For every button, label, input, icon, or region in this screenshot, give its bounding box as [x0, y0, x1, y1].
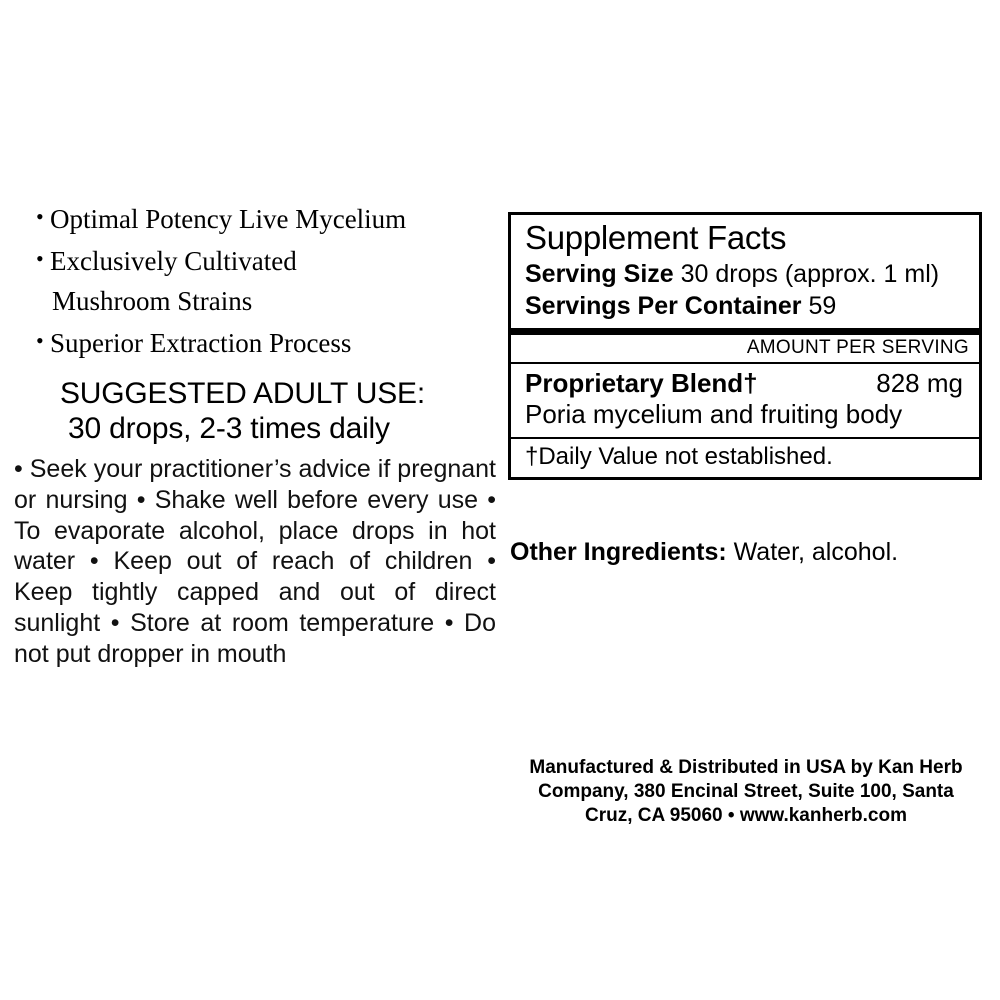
supplement-facts-title: Supplement Facts: [525, 219, 787, 256]
footer-line-2: Company, 380 Encinal Street, Suite 100, Santa: [538, 780, 954, 802]
other-ingredients-value: Water, alcohol.: [733, 538, 899, 566]
proprietary-blend-name: Proprietary Blend†: [525, 367, 758, 398]
bullet-dot-icon: •: [36, 204, 44, 229]
serving-size-label: Serving Size: [525, 259, 674, 288]
list-item: [14, 324, 494, 364]
suggested-use-dosage: 30 drops, 2-3 times daily: [68, 411, 390, 445]
supplement-facts-panel: [508, 212, 982, 480]
proprietary-blend-row: [511, 364, 979, 399]
proprietary-blend-amount: 828 mg: [876, 367, 963, 398]
bullet-dot-icon: •: [36, 245, 44, 271]
other-ingredients-row: [510, 538, 990, 567]
amount-per-serving-header: AMOUNT PER SERVING: [746, 336, 969, 358]
feature-bullet-list: [14, 200, 494, 364]
feature-text: Optimal Potency Live Mycelium: [50, 204, 407, 234]
serving-size-row: [525, 258, 969, 290]
feature-text: Superior Extraction Process: [50, 327, 352, 358]
supplement-facts-header: [511, 215, 979, 328]
servings-per-container-value: 59: [808, 291, 837, 320]
proprietary-blend-description: Poria mycelium and fruiting body: [525, 398, 903, 429]
footer-line-1: Manufactured & Distributed in USA by Kan Herb: [529, 757, 963, 778]
servings-per-container-label: Servings Per Container: [525, 291, 802, 320]
serving-size-value: 30 drops (approx. 1 ml): [680, 259, 940, 288]
product-highlights-column: [14, 200, 494, 669]
divider-thick: [511, 328, 979, 335]
bullet-dot-icon: •: [36, 327, 44, 353]
manufacturer-footer: [500, 756, 992, 827]
other-ingredients-label: Other Ingredients:: [510, 538, 727, 566]
footer-line-3: Cruz, CA 95060 • www.kanherb.com: [584, 804, 907, 826]
list-item: [14, 200, 494, 240]
list-item: [14, 242, 494, 322]
suggested-use-title: SUGGESTED ADULT USE:: [60, 376, 425, 410]
warnings-text: • Seek your practitioner’s advice if pregnant or nursing • Shake well before every use • To evaporate alcohol, place drops in hot water • Keep out of reach of children • Keep tightly capped and out of direct sunlight • Store at room temperature • Do not put dropper in mouth: [14, 455, 496, 668]
servings-per-container-row: [525, 290, 969, 322]
daily-value-note: †Daily Value not established.: [525, 442, 833, 470]
feature-text: Exclusively Cultivated: [50, 245, 297, 276]
feature-text-continued: Mushroom Strains: [52, 285, 253, 316]
